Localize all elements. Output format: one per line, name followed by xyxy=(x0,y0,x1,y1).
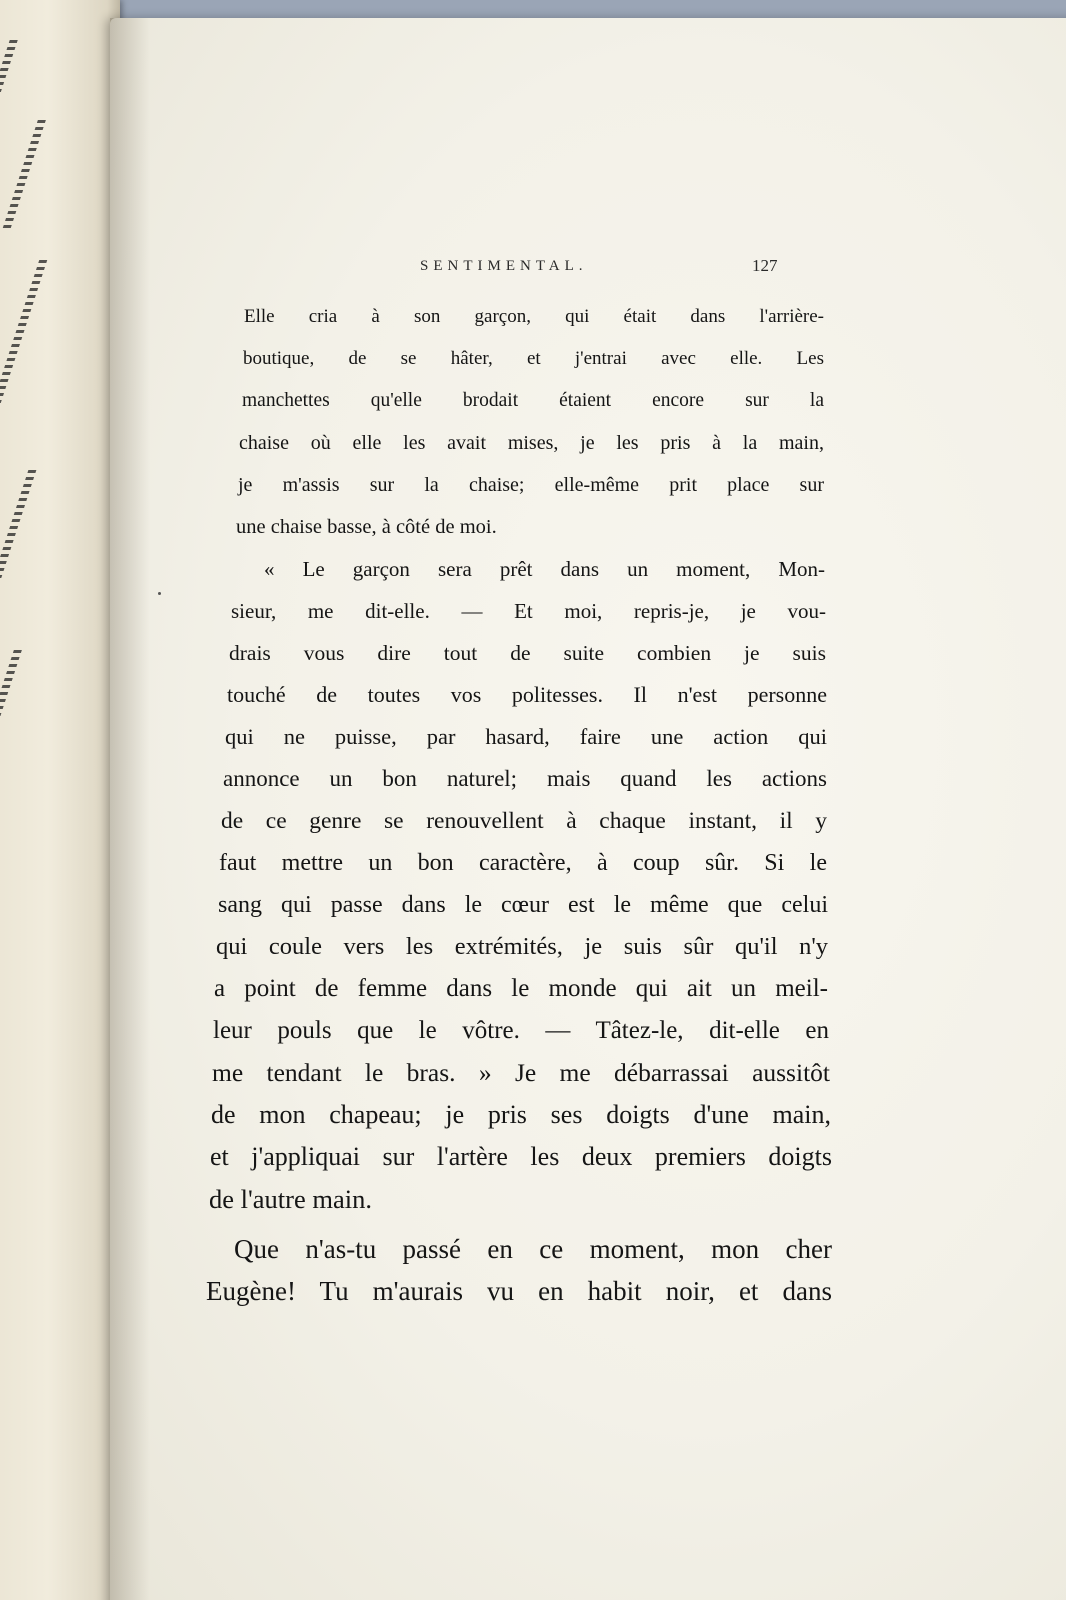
text-line: qui coule vers les extrémités, je suis sûr qu'il n'y xyxy=(216,933,828,960)
text-line: qui ne puisse, par hasard, faire une action qui xyxy=(225,724,827,749)
text-line: de l'autre main. xyxy=(209,1184,372,1214)
text-line: chaise où elle les avait mises, je les pris à la main, xyxy=(239,432,824,454)
text-line: touché de toutes vos politesses. Il n'est personne xyxy=(227,682,827,707)
text-line: boutique, de se hâter, et j'entrai avec elle. Les xyxy=(243,348,824,369)
text-line: Que n'as-tu passé en ce moment, mon cher xyxy=(234,1234,832,1264)
page-body xyxy=(206,296,832,1312)
text-line: faut mettre un bon caractère, à coup sûr. Si le xyxy=(219,850,827,876)
facing-page-text-fragment xyxy=(2,120,46,230)
facing-page-left xyxy=(0,0,120,1600)
text-line: de mon chapeau; je pris ses doigts d'une main, xyxy=(211,1100,831,1129)
text-line: Eugène! Tu m'aurais vu en habit noir, et dans xyxy=(206,1276,832,1306)
text-line: Elle cria à son garçon, qui était dans l'arrière- xyxy=(244,306,824,327)
facing-page-text-fragment xyxy=(0,470,36,620)
text-line: une chaise basse, à côté de moi. xyxy=(236,516,497,538)
text-line: « Le garçon sera prêt dans un moment, Mon- xyxy=(264,557,825,581)
text-line: et j'appliquai sur l'artère les deux premiers doigts xyxy=(210,1142,832,1171)
facing-page-text-fragment xyxy=(0,260,47,440)
text-line: annonce un bon naturel; mais quand les actions xyxy=(223,766,827,791)
text-line: je m'assis sur la chaise; elle-même prit place sur xyxy=(238,474,824,496)
text-line: drais vous dire tout de suite combien je suis xyxy=(229,641,826,665)
text-line: de ce genre se renouvellent à chaque instant, il y xyxy=(221,808,827,834)
margin-speck xyxy=(158,592,161,595)
text-line: sieur, me dit-elle. — Et moi, repris-je, je vou- xyxy=(231,599,826,623)
text-line: manchettes qu'elle brodait étaient encore sur la xyxy=(242,390,824,411)
text-line: leur pouls que le vôtre. — Tâtez-le, dit-elle en xyxy=(213,1017,829,1044)
facing-page-text-fragment xyxy=(0,650,22,760)
running-head: SENTIMENTAL. xyxy=(420,258,588,274)
text-line: a point de femme dans le monde qui ait un meil- xyxy=(214,975,828,1002)
text-line: sang qui passe dans le cœur est le même que celui xyxy=(218,892,828,918)
facing-page-text-fragment xyxy=(0,40,18,100)
text-line: me tendant le bras. » Je me débarrassai aussitôt xyxy=(212,1058,830,1087)
page-number: 127 xyxy=(752,256,778,275)
